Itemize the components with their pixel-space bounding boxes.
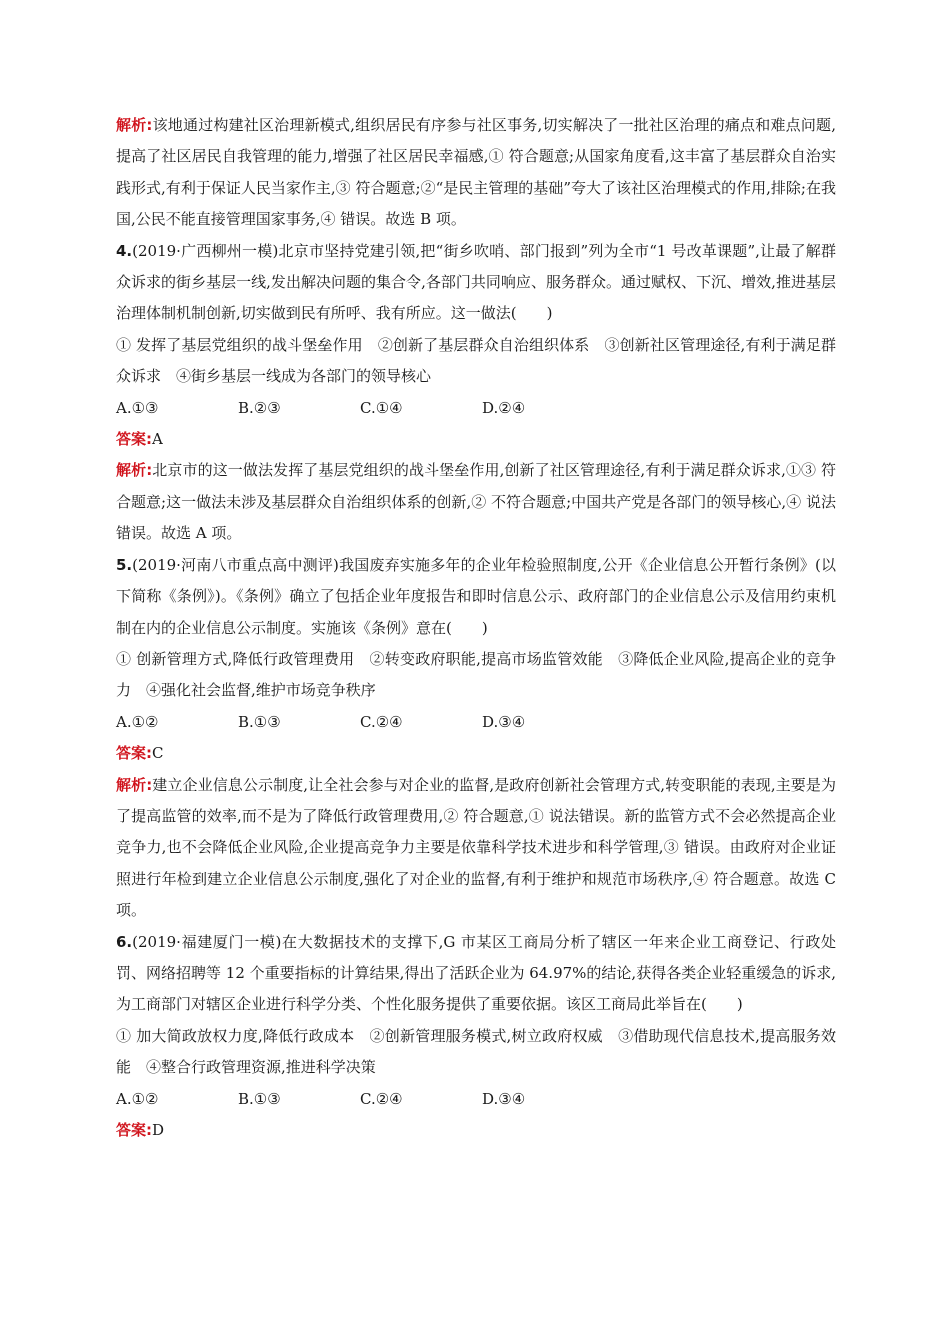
document-page: [116, 110, 836, 1146]
q4-number: 4.: [116, 241, 133, 260]
q4-choice-a: A.①③: [116, 398, 159, 417]
q6-answer-value: D: [152, 1121, 165, 1139]
q5-answer: [116, 738, 836, 769]
q6-items: ① 加大简政放权力度,降低行政成本 ②创新管理服务模式,树立政府权威 ③借助现代信息技术,提高服务效能 ④整合行政管理资源,推进科学决策: [116, 1026, 836, 1077]
q5-choice-a: A.①②: [116, 712, 159, 731]
q5-choices: [116, 707, 836, 738]
q6-choice-c: C.②④: [360, 1089, 403, 1108]
q6-stem: [116, 927, 836, 1021]
answer-label: 答案:: [116, 1121, 152, 1139]
analysis-label: 解析:: [116, 461, 153, 480]
analysis-label: 解析:: [116, 116, 153, 134]
q6-stem-text: (2019·福建厦门一模)在大数据技术的支撑下,G 市某区工商局分析了辖区一年来企业工商登记、行政处罚、网络招聘等 12 个重要指标的计算结果,得出了活跃企业为 64.97%的结论,获得各类企业轻重缓急的诉求,为工商部门对辖区企业进行科学分类、个性化服务提供了重要依据。该区工商局此举旨在( ): [116, 932, 836, 1014]
q5-number: 5.: [116, 555, 133, 574]
q4-choices: [116, 393, 836, 424]
q6-answer: [116, 1115, 836, 1146]
q4-choice-b: B.②③: [238, 398, 281, 417]
q5-choice-b: B.①③: [238, 712, 281, 731]
q6-choice-b: B.①③: [238, 1089, 281, 1108]
q6-choices: [116, 1084, 836, 1115]
q4-stem: [116, 236, 836, 330]
q6-choice-d: D.③④: [482, 1089, 526, 1108]
q5-stem: [116, 550, 836, 644]
q4-analysis-text: 北京市的这一做法发挥了基层党组织的战斗堡垒作用,创新了社区管理途径,有利于满足群众诉求,①③ 符合题意;这一做法未涉及基层群众自治组织体系的创新,② 不符合题意;中国共产党是各部门的领导核心,④ 说法错误。故选 A 项。: [116, 461, 837, 543]
q4-analysis: [116, 455, 836, 549]
q3-analysis: [116, 110, 836, 236]
q5-analysis-text: 建立企业信息公示制度,让全社会参与对企业的监督,是政府创新社会管理方式,转变职能的表现,主要是为了提高监管的效率,而不是为了降低行政管理费用,② 符合题意,① 说法错误。新的监管方式不会必然提高企业竞争力,也不会降低企业风险,企业提高竞争力主要是依靠科学技术进步和科学管理,③ 错误。由政府对企业证照进行年检到建立企业信息公示制度,强化了对企业的监督,有利于维护和规范市场秩序,④ 符合题意。故选 C 项。: [116, 775, 837, 920]
q4-stem-text: (2019·广西柳州一模)北京市坚持党建引领,把“街乡吹哨、部门报到”列为全市“1 号改革课题”,让最了解群众诉求的街乡基层一线,发出解决问题的集合令,各部门共同响应、服务群众。通过赋权、下沉、增效,推进基层治理体制机制创新,切实做到民有所呼、我有所应。这一做法( ): [116, 241, 836, 323]
q6-choice-a: A.①②: [116, 1089, 159, 1108]
q5-items: ① 创新管理方式,降低行政管理费用 ②转变政府职能,提高市场监管效能 ③降低企业风险,提高企业的竞争力 ④强化社会监督,维护市场竞争秩序: [116, 649, 836, 700]
q6-number: 6.: [116, 932, 133, 951]
q3-analysis-text: 该地通过构建社区治理新模式,组织居民有序参与社区事务,切实解决了一批社区治理的痛点和难点问题,提高了社区居民自我管理的能力,增强了社区居民幸福感,① 符合题意;从国家角度看,这丰富了基层群众自治实践形式,有利于保证人民当家作主,③ 符合题意;②“是民主管理的基础”夸大了该社区治理模式的作用,排除;在我国,公民不能直接管理国家事务,④ 错误。故选 B 项。: [116, 116, 837, 229]
analysis-label: 解析:: [116, 775, 153, 794]
q4-answer-value: A: [152, 430, 163, 449]
answer-label: 答案:: [116, 744, 152, 763]
q5-answer-value: C: [152, 744, 164, 763]
q5-analysis: [116, 770, 836, 927]
answer-label: 答案:: [116, 430, 152, 449]
q5-choice-c: C.②④: [360, 712, 403, 731]
q4-choice-c: C.①④: [360, 398, 403, 417]
q4-answer: [116, 424, 836, 455]
q4-items: ① 发挥了基层党组织的战斗堡垒作用 ②创新了基层群众自治组织体系 ③创新社区管理途径,有利于满足群众诉求 ④街乡基层一线成为各部门的领导核心: [116, 335, 836, 386]
q5-stem-text: (2019·河南八市重点高中测评)我国废弃实施多年的企业年检验照制度,公开《企业信息公开暂行条例》(以下简称《条例》)。《条例》确立了包括企业年度报告和即时信息公示、政府部门的企业信息公示及信用约束机制在内的企业信息公示制度。实施该《条例》意在( ): [116, 555, 836, 637]
q5-choice-d: D.③④: [482, 712, 526, 731]
q4-choice-d: D.②④: [482, 398, 526, 417]
